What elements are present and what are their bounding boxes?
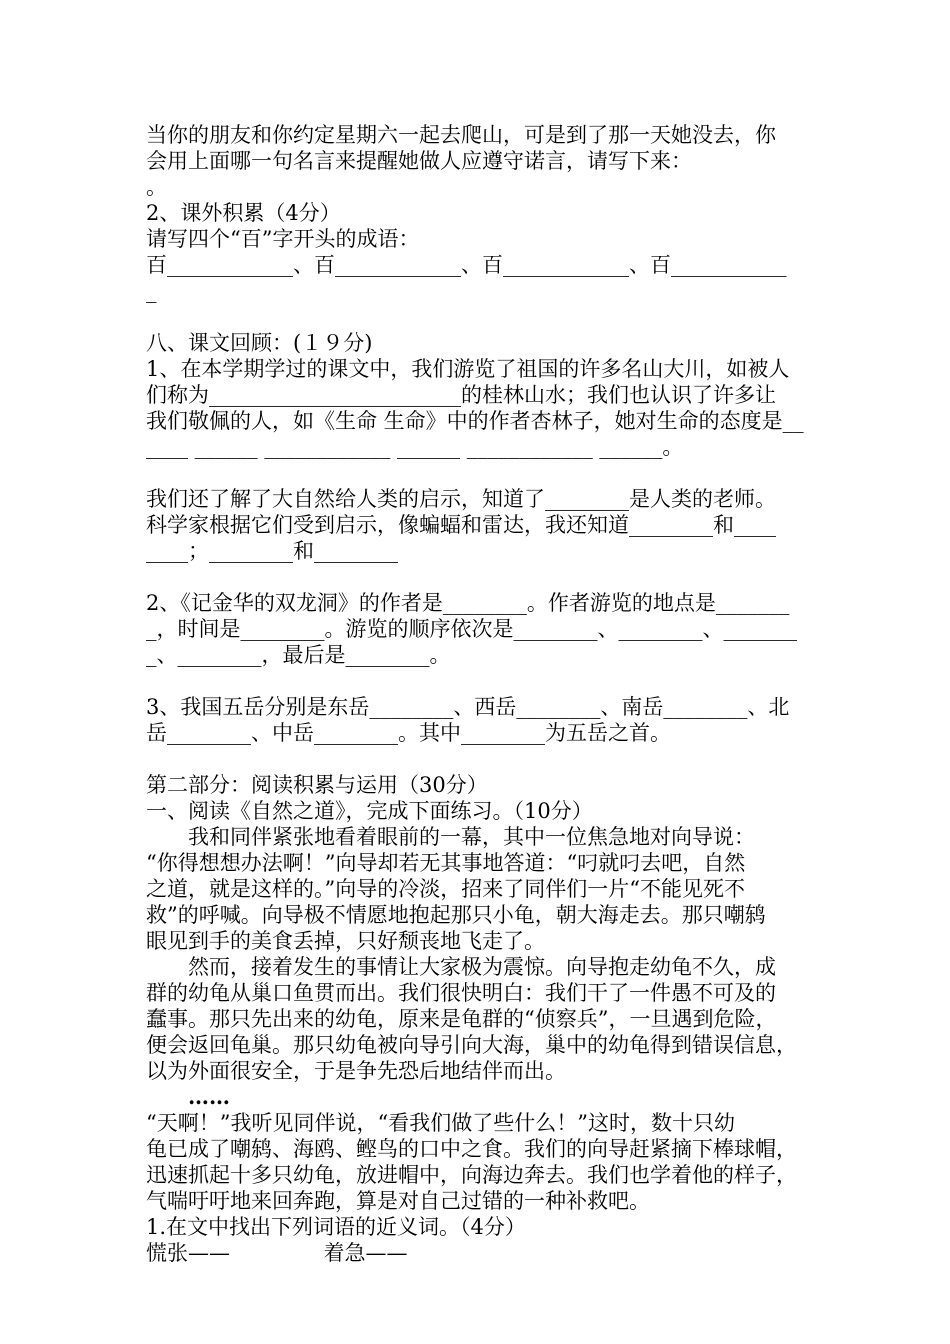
section-heading: 2、课外积累（4分） xyxy=(146,201,341,225)
fill-blank-line: _，时间是________。游览的顺序依次是________、________、_______ xyxy=(146,617,797,641)
question-line: 1.在文中找出下列词语的近义词。（4分） xyxy=(146,1215,526,1239)
passage-line: 救”的呼喊。向导极不情愿地抱起那只小龟，朝大海走去。那只嘲鸫 xyxy=(146,903,766,927)
fill-blank-line: ____；________和________ xyxy=(146,539,398,563)
fill-blank-line: _ xyxy=(146,279,157,303)
spacer xyxy=(146,460,816,486)
passage-line: 便会返回龟巢。那只幼龟被向导引向大海，巢中的幼龟得到错误信息， xyxy=(146,1033,797,1057)
fill-blank-line: _、________，最后是________。 xyxy=(146,643,451,667)
answer-line: 慌张—— 着急—— xyxy=(146,1241,408,1265)
spacer xyxy=(146,668,816,694)
section-heading: 八、课文回顾：(１９分) xyxy=(146,331,373,355)
passage-line: 之道，就是这样的。”向导的冷淡，招来了同伴们一片“不能见死不 xyxy=(146,877,745,901)
passage-line: 迅速抓起十多只幼龟，放进帽中，向海边奔去。我们也学着他的样子， xyxy=(146,1163,797,1187)
text-line: 。 xyxy=(146,175,167,199)
fill-blank-line: 我们还了解了大自然给人类的启示，知道了________是人类的老师。 xyxy=(146,487,776,511)
fill-blank-line: 2、《记金华的双龙洞》的作者是________。作者游览的地点是_______ xyxy=(146,591,790,615)
text-line: 1、在本学期学过的课文中，我们游览了祖国的许多名山大川，如被人 xyxy=(146,357,790,381)
fill-blank-line: 岳________、中岳________。其中________为五岳之首。 xyxy=(146,721,671,745)
passage-line: 以为外面很安全，于是争先恐后地结伴而出。 xyxy=(146,1059,566,1083)
fill-blank-line: 我们敬佩的人，如《生命 生命》中的作者杏林子，她对生命的态度是__ xyxy=(146,409,804,433)
fill-blank-line: 科学家根据它们受到启示，像蝙蝠和雷达，我还知道________和____ xyxy=(146,513,776,537)
passage-line: “你得想想办法啊！”向导却若无其事地答道：“叼就叼去吧，自然 xyxy=(146,851,746,875)
spacer xyxy=(146,746,816,772)
text-line: 请写四个“百”字开头的成语： xyxy=(146,227,420,251)
document-page xyxy=(146,122,816,1266)
passage-line: 然而，接着发生的事情让大家极为震惊。向导抱走幼龟不久，成 xyxy=(188,955,776,979)
spacer xyxy=(146,304,816,330)
fill-blank-line: ____ ______ ____________ ______ ____________ ______。 xyxy=(146,435,684,459)
passage-line: 气喘吁吁地来回奔跑，算是对自己过错的一种补救吧。 xyxy=(146,1189,650,1213)
passage-line: 眼见到手的美食丢掉，只好颓丧地飞走了。 xyxy=(146,929,545,953)
fill-blank-line: 3、我国五岳分别是东岳________、西岳________、南岳________、北 xyxy=(146,695,790,719)
text-line: 当你的朋友和你约定星期六一起去爬山，可是到了那一天她没去，你 xyxy=(146,123,776,147)
ellipsis-line: …… xyxy=(188,1084,230,1109)
passage-line: “天啊！”我听见同伴说，“看我们做了些什么！”这时，数十只幼 xyxy=(146,1111,735,1135)
fill-blank-line: 们称为________________________的桂林山水；我们也认识了许多让 xyxy=(146,383,776,407)
passage-line: 我和同伴紧张地看着眼前的一幕，其中一位焦急地对向导说： xyxy=(188,825,755,849)
spacer xyxy=(146,564,816,590)
text-line: 会用上面哪一句名言来提醒她做人应遵守诺言，请写下来： xyxy=(146,149,692,173)
passage-line: 龟已成了嘲鸫、海鸥、鲣鸟的口中之食。我们的向导赶紧摘下棒球帽， xyxy=(146,1137,797,1161)
fill-blank-line: 百____________、百____________、百____________、百___________ xyxy=(146,253,787,277)
passage-line: 蠢事。那只先出来的幼龟，原来是龟群的“侦察兵”，一旦遇到危险， xyxy=(146,1007,777,1031)
question-heading: 一、阅读《自然之道》，完成下面练习。（10分） xyxy=(146,799,593,823)
passage-line: 群的幼龟从巢口鱼贯而出。我们很快明白：我们干了一件愚不可及的 xyxy=(146,981,776,1005)
part-heading: 第二部分：阅读积累与运用（30分） xyxy=(146,773,488,797)
